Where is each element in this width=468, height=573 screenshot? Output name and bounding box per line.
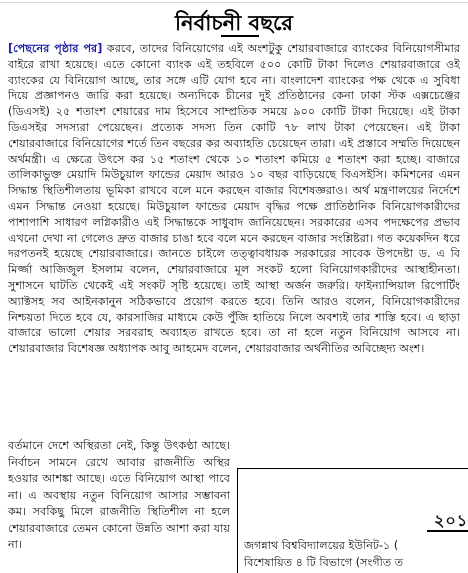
article-body [8,41,460,357]
adjacent-article-line-1: জগন্নাথ বিশ্ববিদ্যালয়ের ইউনিট-১ ( [244,539,399,552]
article-tail-text: বর্তমানে দেশে অস্থিরতা নেই, কিন্তু উৎকণ্ঠা আছে। নির্বাচন সামনে রেখে আবার রাজনীতি অস্থির হওয়ার আশঙ্কা আছে। এতে বিনিয়োগ আস্থা পাবে না। এ অবস্থায় নতুন বিনিয়োগ আসার সম্ভাবনা কম। সবকিছু মিলে রাজনীতি স্থিতিশীল না হলে শেয়ারবাজারে তেমন কোনো উন্নতি আশা করা যায় না। [8,439,230,551]
top-rule [0,2,468,3]
adjacent-heading-underline [427,530,468,532]
article-body-text: করবে, তাদের বিনিয়োগের এই অংশটুকু শেয়ারবাজারে ব্যাংকের বিনিয়োগসীমার বাইরে রাখা হয়েছে। এতে কোনো ব্যাংক এই তহবিলে ৫০০ কোটি টাকা দিলেও শেয়ারবাজারে ওই ব্যাংকের যে বিনিয়োগ আছে, তার সঙ্গে এটি যোগ হবে না। বাংলাদেশ ব্যাংকের পক্ষ থেকে এ সুবিধা দিয়ে প্রজ্ঞাপনও জারি করা হয়েছে। অন্যদিকে চীনের দুই প্রতিষ্ঠানের কেনা ঢাকা স্টক এক্সচেঞ্জের (ডিএসই) ২৫ শতাংশ শেয়ারের দাম হিসেবে সাম্প্রতিক সময়ে ৯০০ কোটি টাকা দিয়েছে। এই টাকা ডিএসইর সদস্যরা পেয়েছেন। প্রত্যেক সদস্য তিন কোটি ৭৮ লাখ টাকা পেয়েছেন। এই টাকা শেয়ারবাজারে বিনিয়োগের শর্তে তিন বছরের কর অব্যাহতি চেয়েছেন তারা। এই প্রস্তাবে সম্মতি দিয়েছেন অর্থমন্ত্রী। এ ক্ষেত্রে উৎসে কর ১৫ শতাংশ থেকে ১০ শতাংশ কমিয়ে ৫ শতাংশ করা হচ্ছে। বাজারে তালিকাভুক্ত মেয়াদি মিউচুয়াল ফান্ডের মেয়াদ আরও ১০ বছর বাড়িয়েছে বিএসইসি। কমিশনের এমন সিদ্ধান্ত স্থিতিশীলতায় ভূমিকা রাখবে বলে মনে করছেন বাজার বিশেষজ্ঞরাও। অর্থ মন্ত্রণালয়ের নির্দেশে এমন সিদ্ধান্ত নেওয়া হয়েছে। মিউচুয়াল ফান্ডের মেয়াদ বৃদ্ধির পক্ষে প্রাতিষ্ঠানিক বিনিয়োগকারীদের পাশাপাশি সাধারণ লগ্নিকারীও এই সিদ্ধান্তকে সাধুবাদ জানিয়েছেন। সরকারের এসব পদক্ষেপের প্রভাব এখনো দেখা না গেলেও দ্রুত বাজার চাঙা হবে বলে মনে করছেন বাজার সংশ্লিষ্টরা। গত কয়েকদিন ধরে দরপতনই হয়েছে শেয়ারবাজারে। জানতে চাইলে তত্ত্বাবধায়ক সরকারের সাবেক উপদেষ্টা ড. এ বি মির্জ্জা আজিজুল ইসলাম বলেন, শেয়ারবাজারে মূল সংকট হলো বিনিয়োগকারীদের আস্থাহীনতা। সুশাসনে ঘাটতি থেকেই এই সংকট সৃষ্টি হয়েছে। তাই আস্থা অর্জন জরুরি। ফাইন্যান্সিয়াল রিপোর্টিং অ্যাক্টসহ সব আইনকানুন সঠিকভাবে প্রয়োগ করতে হবে। তিনি আরও বলেন, বিনিয়োগকারীদের নিশ্চয়তা দিতে হবে যে, কারসাজির মাধ্যমে কেউ পুঁজি হাতিয়ে নিলে অবশ্যই তার শাস্তি হবে। এ ছাড়া বাজারে ভালো শেয়ার সরবরাহ অব্যাহত রাখতে হবে। তা না হলে নতুন বিনিয়োগ আসবে না। শেয়ারবাজার বিশেষজ্ঞ অধ্যাপক আবু আহমেদ বলেন, শেয়ারবাজার অর্থনীতির অবিচ্ছেদ্য অংশ। [8,42,460,356]
article-headline: নির্বাচনী বছরে [175,10,293,35]
adjacent-article-heading: ২০১ [434,511,468,530]
adjacent-article-line-2: বিশেষায়িত ৪ টি বিভাগে (সংগীত ত [244,556,404,569]
continuation-reference: [পেছনের পৃষ্ঠার পর] [8,42,103,55]
headline-underline-mark [221,35,259,37]
